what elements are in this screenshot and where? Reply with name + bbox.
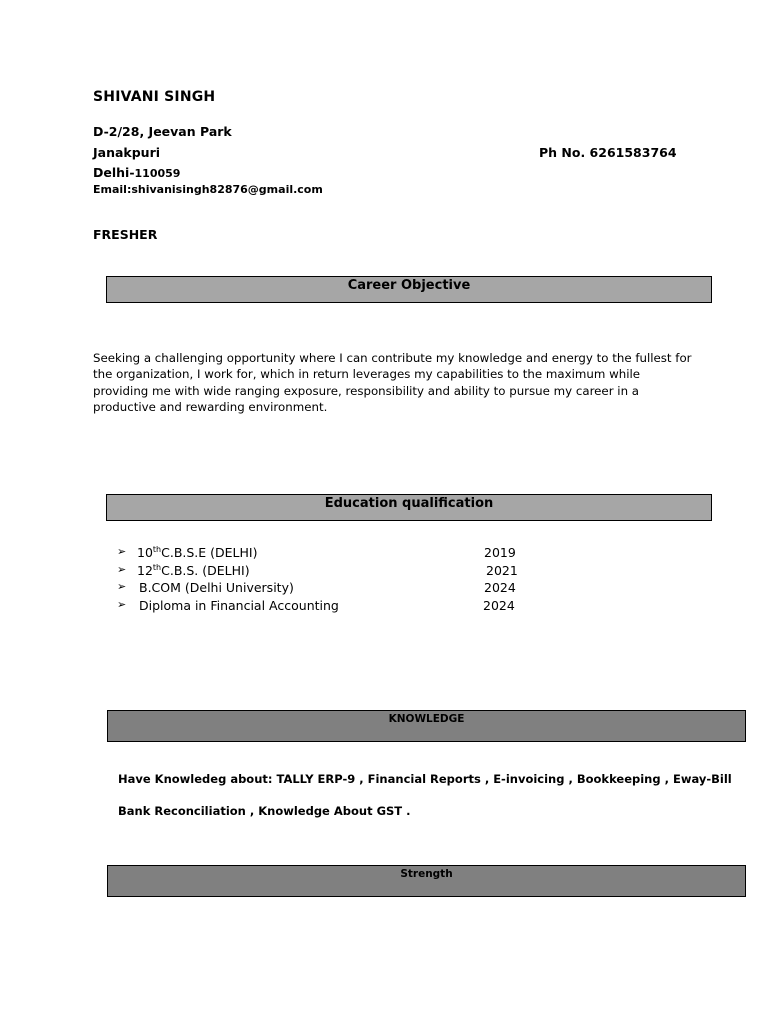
section-header-education: Education qualification (106, 494, 712, 521)
pin-code: 110059 (134, 167, 181, 180)
section-header-knowledge: KNOWLEDGE (107, 710, 746, 742)
arrow-bullet-icon: ➢ (117, 545, 127, 558)
objective-paragraph: Seeking a challenging opportunity where I can contribute my knowledge and energy to the fullest for the organization, I work for, which in return leverages my capabilities to the maximum while providing me with wide ranging exposure, responsibility and ability to pursue my career in a productive and rewarding environment. (93, 351, 692, 414)
email-address: Email:shivanisingh82876@gmail.com (93, 183, 323, 196)
education-year: 2021 (486, 563, 518, 578)
education-year: 2024 (484, 580, 516, 595)
candidate-name: SHIVANI SINGH (93, 89, 216, 105)
education-year: 2019 (484, 545, 516, 560)
address-line-1: D-2/28, Jeevan Park (93, 124, 232, 139)
address-line-2: Janakpuri (93, 145, 161, 160)
arrow-bullet-icon: ➢ (117, 598, 127, 611)
education-course: B.COM (Delhi University) (139, 580, 294, 595)
section-header-career-objective: Career Objective (106, 276, 712, 303)
arrow-bullet-icon: ➢ (117, 563, 127, 576)
knowledge-line-1: Have Knowledeg about: TALLY ERP-9 , Financial Reports , E-invoicing , Bookkeeping , Eway-Bill (118, 772, 732, 786)
knowledge-line-2: Bank Reconciliation , Knowledge About GST . (118, 804, 411, 818)
education-course: 12thC.B.S. (DELHI) (137, 563, 250, 578)
education-course: Diploma in Financial Accounting (139, 598, 339, 613)
education-year: 2024 (483, 598, 515, 613)
phone-number: Ph No. 6261583764 (539, 145, 677, 160)
education-course: 10thC.B.S.E (DELHI) (137, 545, 258, 560)
arrow-bullet-icon: ➢ (117, 580, 127, 593)
city-label: Delhi- (93, 165, 135, 180)
status-label: FRESHER (93, 227, 158, 242)
address-city (93, 165, 180, 180)
section-header-strength: Strength (107, 865, 746, 897)
